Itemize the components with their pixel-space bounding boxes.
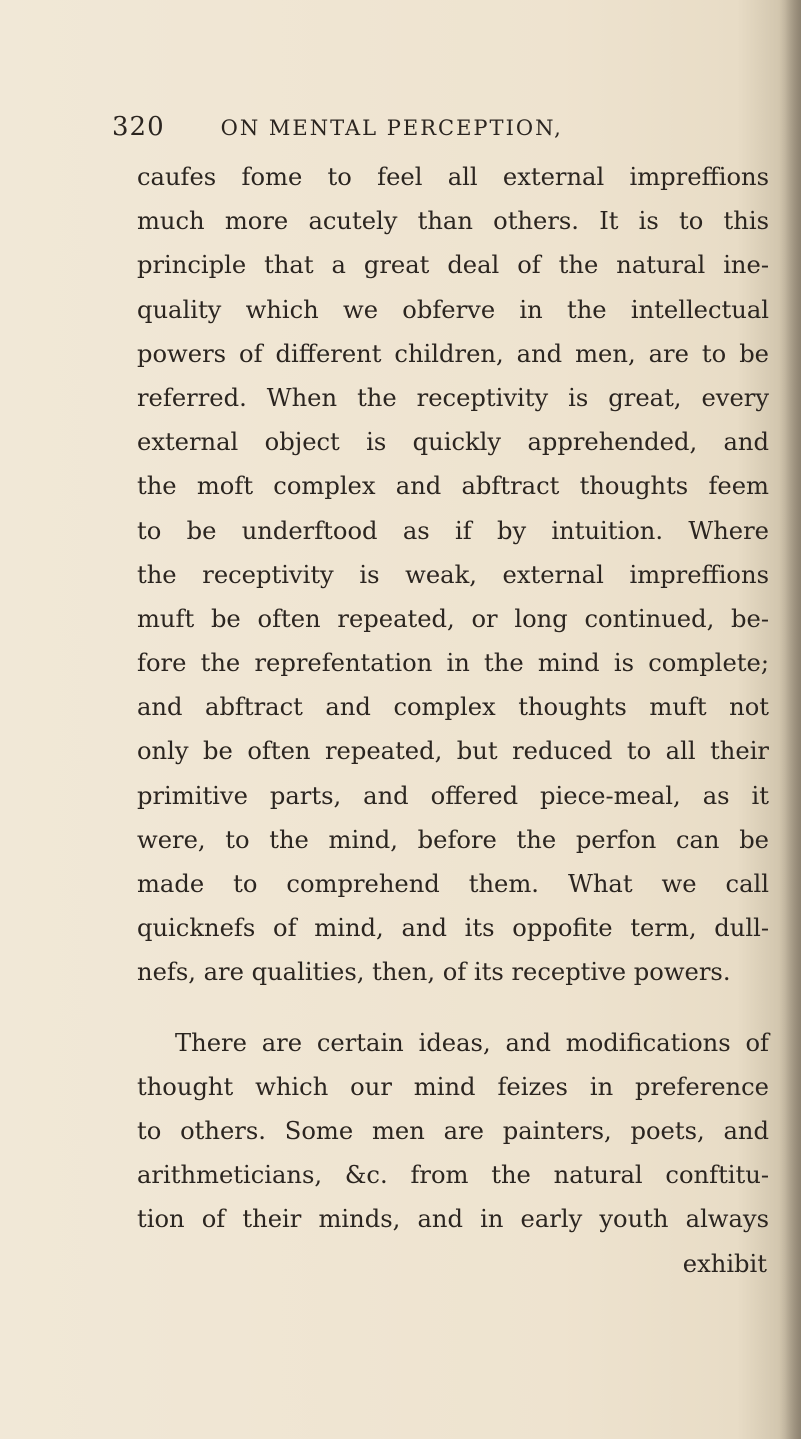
- paragraph-gap: [137, 995, 769, 1021]
- text-line: thought which our mind feizes in preference: [137, 1072, 769, 1101]
- text-line: quicknefs of mind, and its oppofite term, dull-: [137, 914, 769, 943]
- page-gutter-shadow: [779, 0, 801, 1439]
- text-line: caufes fome to feel all external impreffions: [137, 163, 769, 191]
- running-head-title: ON MENTAL PERCEPTION,: [220, 116, 563, 140]
- text-line: tion of their minds, and in early youth always: [137, 1205, 769, 1234]
- text-line: arithmeticians, &c. from the natural conftitu-: [137, 1161, 769, 1190]
- text-line: external object is quickly apprehended, and: [137, 428, 769, 457]
- text-line: to be underftood as if by intuition. Where: [137, 516, 769, 545]
- text-line: made to comprehend them. What we call: [137, 870, 769, 898]
- text-line: the moft complex and abftract thoughts feem: [137, 472, 769, 501]
- page-number: 320: [112, 112, 165, 142]
- text-line: nefs, are qualities, then, of its receptive powers.: [137, 958, 731, 987]
- text-line: to others. Some men are painters, poets, and: [137, 1116, 769, 1145]
- paragraph-1: [137, 155, 769, 995]
- text-line: powers of different children, and men, are to be: [137, 339, 769, 368]
- text-line: much more acutely than others. It is to this: [137, 207, 769, 236]
- text-line: fore the reprefentation in the mind is complete;: [137, 649, 769, 678]
- text-line: were, to the mind, before the perfon can be: [137, 825, 769, 854]
- text-line: only be often repeated, but reduced to all their: [137, 737, 769, 766]
- text-line: primitive parts, and offered piece-meal, as it: [137, 781, 769, 810]
- text-line: the receptivity is weak, external impreffions: [137, 560, 769, 589]
- body-text: [137, 155, 769, 1286]
- paragraph-2: [137, 1021, 769, 1242]
- catchword: exhibit: [682, 1249, 767, 1278]
- text-line: quality which we obferve in the intellectual: [137, 295, 769, 324]
- text-line: principle that a great deal of the natural ine-: [137, 251, 769, 280]
- text-line: There are certain ideas, and modifications of: [175, 1028, 769, 1057]
- text-line: muft be often repeated, or long continued, be-: [137, 604, 769, 633]
- text-line: referred. When the receptivity is great, every: [137, 383, 769, 412]
- text-line: and abftract and complex thoughts muft not: [137, 693, 769, 722]
- running-head: [112, 112, 672, 146]
